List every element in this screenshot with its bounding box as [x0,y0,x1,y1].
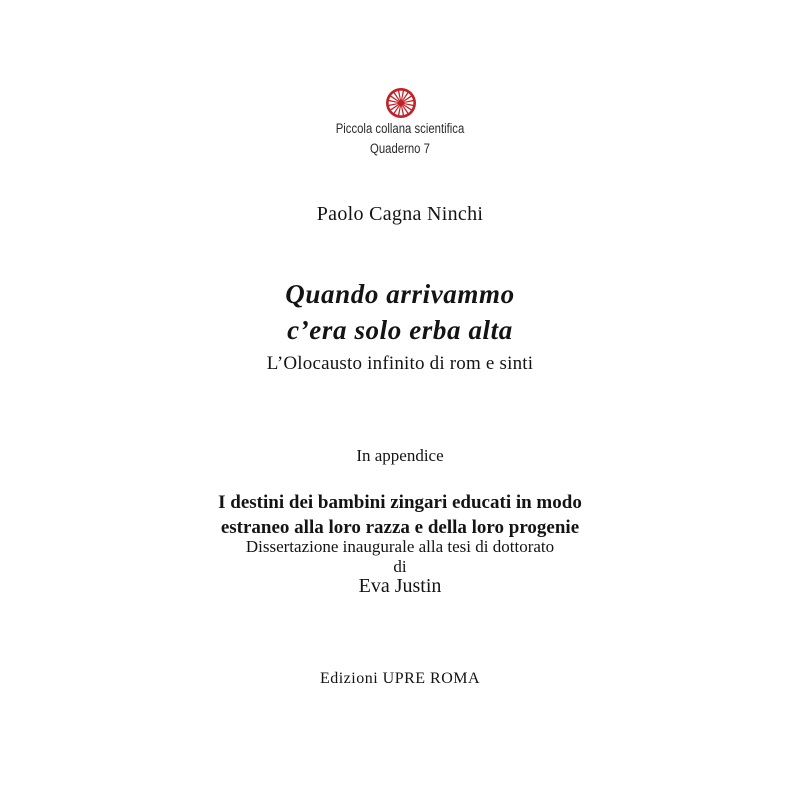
book-title [0,276,800,348]
book-title-line1: Quando arrivammo [285,279,515,309]
wheel-logo-hub [399,101,403,105]
series-name: Piccola collana scientifica [335,121,465,136]
series-number: Quaderno 7 [370,141,430,156]
appendix-title-line1: I destini dei bambini zingari educati in modo [218,492,582,513]
publisher-imprint: Edizioni UPRE ROMA [319,670,481,687]
wheel-logo-svg [386,88,416,118]
appendix-intro: In appendice [356,446,444,465]
author-name: Paolo Cagna Ninchi [316,203,484,225]
wheel-logo-icon [386,88,416,118]
appendix-title-line2: estraneo alla loro razza e della loro progenie [220,517,580,538]
appendix-title [0,490,800,540]
appendix-dissertation-note: Dissertazione inaugurale alla tesi di dottorato [245,537,555,556]
appendix-by: di [393,557,407,576]
book-subtitle: L’Olocausto infinito di rom e sinti [266,353,534,374]
book-title-line2: c’era solo erba alta [287,315,513,345]
appendix-author-name: Eva Justin [358,575,442,597]
